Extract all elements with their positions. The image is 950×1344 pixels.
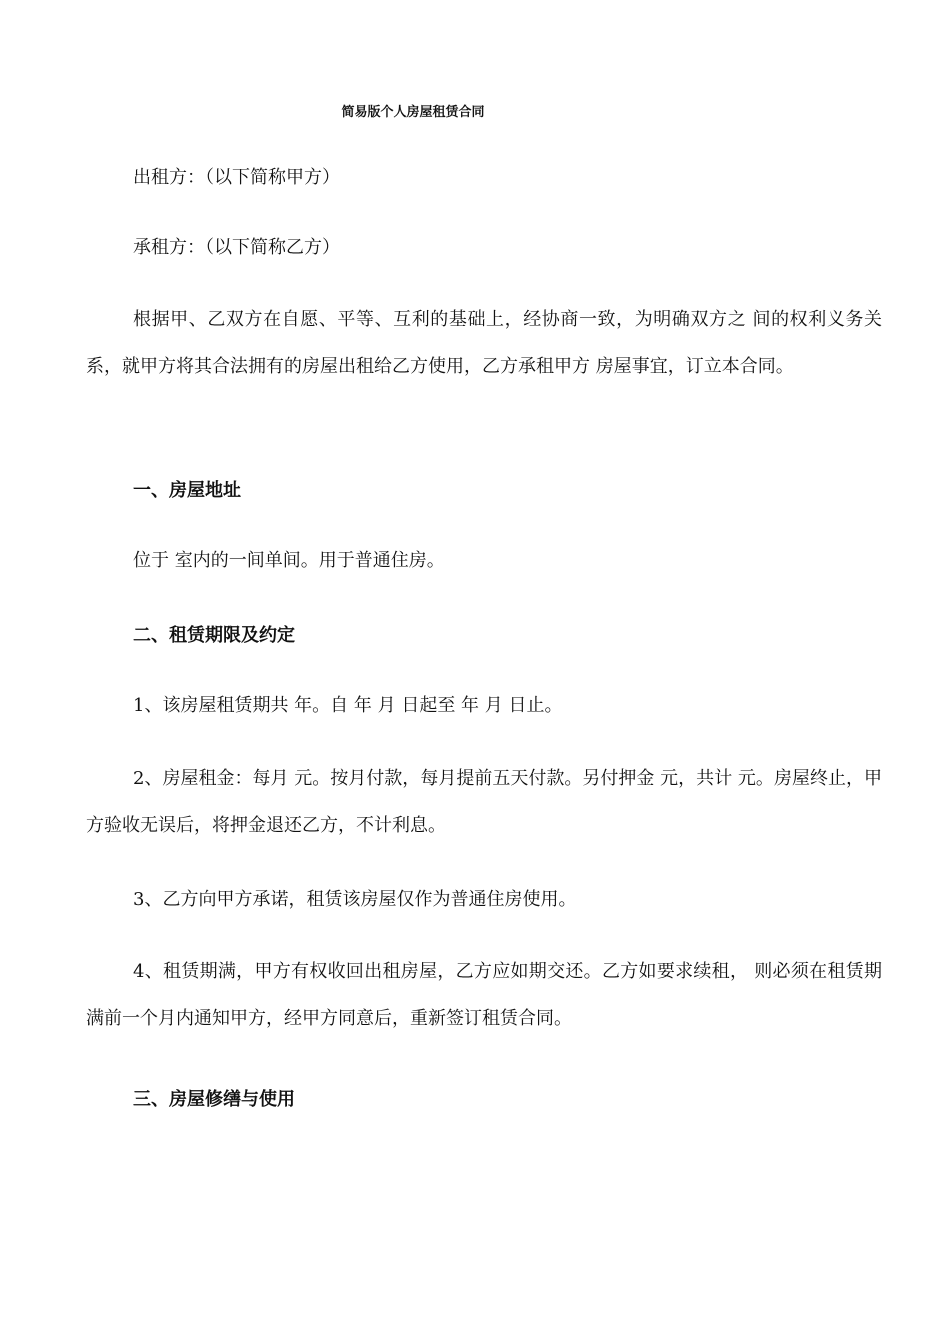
section-2-item-4: 4、租赁期满，甲方有权收回出租房屋，乙方应如期交还。乙方如要求续租， 则必须在租赁期满前一个月内通知甲方，经甲方同意后，重新签订租赁合同。: [86, 961, 882, 1029]
section-1-heading: 一、房屋地址: [133, 480, 241, 501]
lessee-line: 承租方：（以下简称乙方）: [133, 237, 340, 258]
section-1-text: 位于 室内的一间单间。用于普通住房。: [133, 550, 445, 571]
section-2-item-2: 2、房屋租金：每月 元。按月付款，每月提前五天付款。另付押金 元，共计 元。房屋终止，甲方验收无误后，将押金退还乙方，不计利息。: [86, 768, 882, 836]
section-2-item-1: 1、该房屋租赁期共 年。自 年 月 日起至 年 月 日止。: [133, 695, 563, 716]
document-title: 简易版个人房屋租赁合同: [341, 105, 485, 120]
lessor-line: 出租方：（以下简称甲方）: [133, 167, 340, 188]
section-2-heading: 二、租赁期限及约定: [133, 625, 295, 646]
section-3-heading: 三、房屋修缮与使用: [133, 1089, 295, 1110]
preamble-paragraph: 根据甲、乙双方在自愿、平等、互利的基础上，经协商一致，为明确双方之 间的权利义务关系，就甲方将其合法拥有的房屋出租给乙方使用，乙方承租甲方 房屋事宜，订立本合同。: [86, 309, 882, 377]
section-2-item-3: 3、乙方向甲方承诺，租赁该房屋仅作为普通住房使用。: [133, 889, 577, 910]
